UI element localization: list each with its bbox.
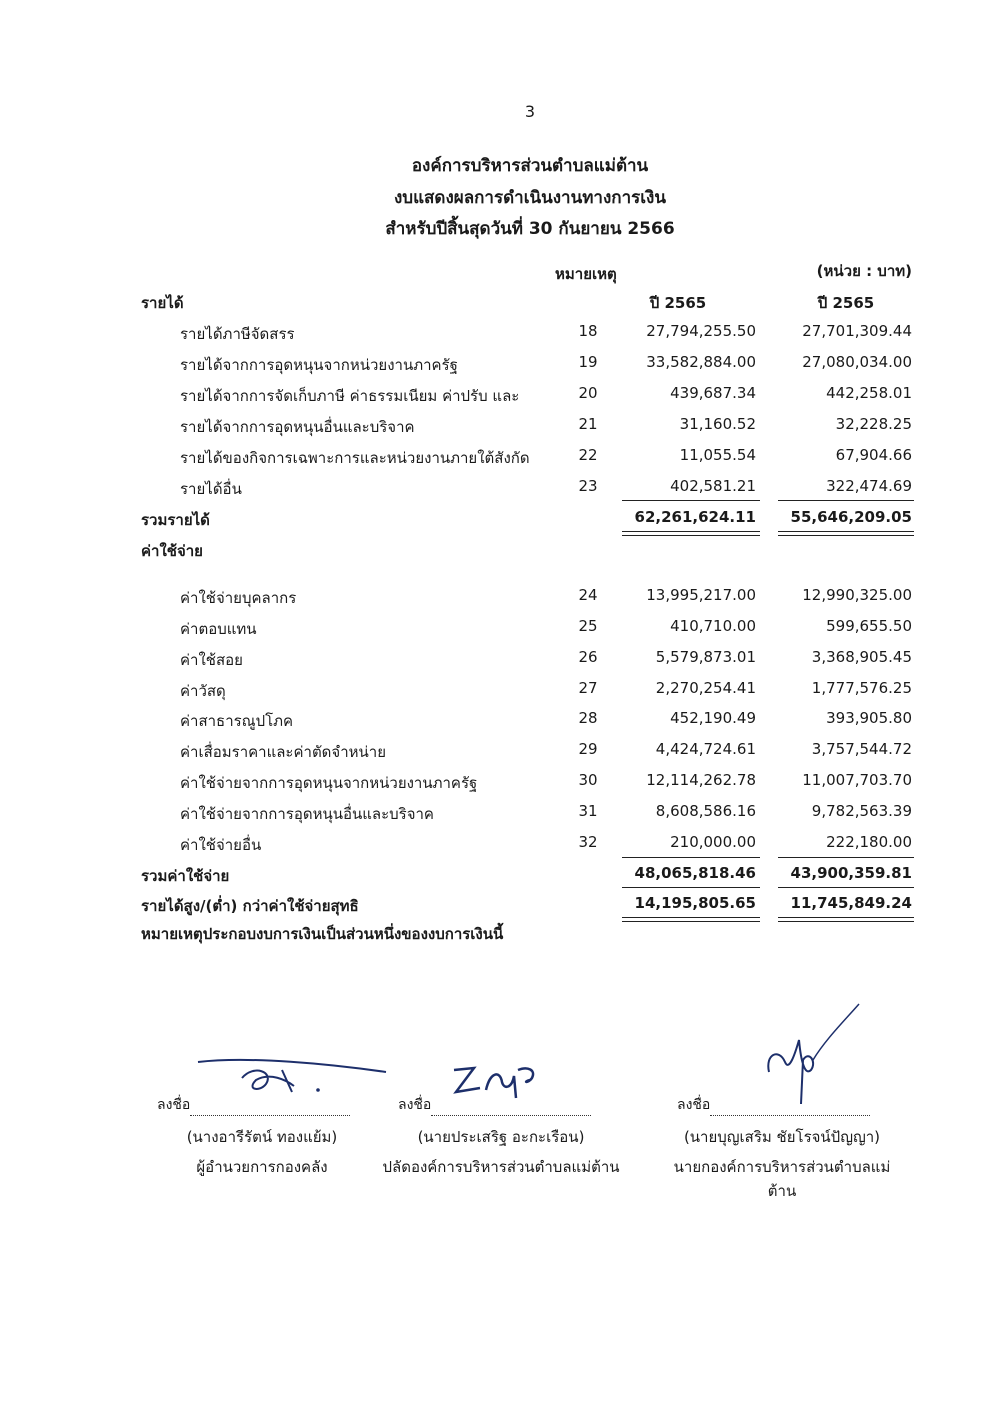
- table-row: [0, 384, 1000, 415]
- row-value-year-2: 3,757,544.72: [811, 740, 912, 758]
- expense-section-heading: [0, 539, 1000, 570]
- table-row: [0, 771, 1000, 802]
- table-row: [0, 617, 1000, 648]
- row-value-year-1: 5,579,873.01: [655, 648, 756, 666]
- net-result-year-1: 14,195,805.65: [634, 894, 756, 912]
- total-double-rule: [622, 917, 760, 922]
- period-title: สำหรับปีสิ้นสุดวันที่ 30 กันยายน 2566: [385, 219, 675, 239]
- row-label: ค่าใช้สอย: [180, 651, 243, 669]
- table-row: [0, 477, 1000, 508]
- revenue-total-year-1: 62,261,624.11: [634, 508, 756, 526]
- row-note: 32: [578, 833, 598, 851]
- total-double-rule: [622, 531, 760, 536]
- row-value-year-1: 2,270,254.41: [655, 679, 756, 697]
- unit-label: (หน่วย : บาท): [816, 262, 912, 280]
- sign-line-2: [398, 1094, 591, 1116]
- row-label: ค่าใช้จ่ายจากการอุดหนุนอื่นและบริจาค: [180, 805, 434, 823]
- row-value-year-1: 12,114,262.78: [646, 771, 756, 789]
- row-value-year-1: 439,687.34: [670, 384, 756, 402]
- sign-dots: [710, 1101, 870, 1116]
- signatory-name-1: (นางอารีรัตน์ ทองแย้ม): [186, 1128, 338, 1146]
- expense-total-year-2: 43,900,359.81: [790, 864, 912, 882]
- row-value-year-2: 442,258.01: [826, 384, 912, 402]
- row-value-year-2: 27,701,309.44: [802, 322, 912, 340]
- signatory-name-2: (นายประเสริฐ อะกะเรือน): [417, 1128, 585, 1146]
- row-note: 21: [578, 415, 598, 433]
- net-result-label: รายได้สูง/(ต่ำ) กว่าค่าใช้จ่ายสุทธิ: [141, 897, 359, 915]
- row-value-year-2: 67,904.66: [835, 446, 912, 464]
- row-label: รายได้จากการอุดหนุนอื่นและบริจาค: [180, 418, 415, 436]
- row-label: ค่าวัสดุ: [180, 682, 226, 700]
- year-column-1: ปี 2565: [649, 294, 707, 312]
- row-note: 22: [578, 446, 598, 464]
- expense-total-row: [0, 864, 1000, 895]
- expense-title: ค่าใช้จ่าย: [141, 542, 203, 560]
- row-note: 31: [578, 802, 598, 820]
- row-value-year-1: 27,794,255.50: [646, 322, 756, 340]
- row-value-year-1: 452,190.49: [670, 709, 756, 727]
- signatory-position-3: นายกองค์การบริหารส่วนตำบลแม่ต้าน: [673, 1158, 891, 1200]
- row-value-year-1: 410,710.00: [670, 617, 756, 635]
- subtotal-rule: [778, 857, 914, 858]
- row-label: รายได้จากการอุดหนุนจากหน่วยงานภาครัฐ: [180, 356, 458, 374]
- row-value-year-2: 11,007,703.70: [802, 771, 912, 789]
- table-row: [0, 322, 1000, 353]
- table-row: [0, 446, 1000, 477]
- row-value-year-1: 31,160.52: [679, 415, 756, 433]
- net-result-year-2: 11,745,849.24: [790, 894, 912, 912]
- row-note: 28: [578, 709, 598, 727]
- table-row: [0, 586, 1000, 617]
- row-label: รายได้ภาษีจัดสรร: [180, 325, 295, 343]
- row-note: 24: [578, 586, 598, 604]
- revenue-section-heading: [0, 291, 1000, 322]
- table-row: [0, 802, 1000, 833]
- row-label: ค่าใช้จ่ายอื่น: [180, 836, 262, 854]
- sign-dots: [431, 1101, 591, 1116]
- row-note: 26: [578, 648, 598, 666]
- row-note: 20: [578, 384, 598, 402]
- footer-note: หมายเหตุประกอบงบการเงินเป็นส่วนหนึ่งของงบการเงินนี้: [141, 925, 504, 943]
- row-value-year-2: 393,905.80: [826, 709, 912, 727]
- sign-label: ลงชื่อ: [398, 1097, 432, 1113]
- row-value-year-1: 11,055.54: [679, 446, 756, 464]
- expense-total-label: รวมค่าใช้จ่าย: [141, 867, 230, 885]
- row-value-year-1: 4,424,724.61: [655, 740, 756, 758]
- row-label: รายได้จากการจัดเก็บภาษี ค่าธรรมเนียม ค่าปรับ และ: [180, 387, 520, 405]
- organization-title: องค์การบริหารส่วนตำบลแม่ต้าน: [411, 156, 649, 176]
- table-row: [0, 648, 1000, 679]
- table-row: [0, 679, 1000, 710]
- subtotal-rule: [778, 500, 914, 501]
- row-label: ค่าใช้จ่ายจากการอุดหนุนจากหน่วยงานภาครัฐ: [180, 774, 478, 792]
- year-column-2: ปี 2565: [817, 294, 875, 312]
- note-column-header: หมายเหตุ: [555, 265, 617, 283]
- row-value-year-2: 9,782,563.39: [811, 802, 912, 820]
- row-note: 30: [578, 771, 598, 789]
- table-row: [0, 740, 1000, 771]
- row-label: รายได้ของกิจการเฉพาะการและหน่วยงานภายใต้สังกัด: [180, 449, 530, 467]
- total-double-rule: [778, 917, 914, 922]
- row-note: 29: [578, 740, 598, 758]
- row-value-year-2: 1,777,576.25: [811, 679, 912, 697]
- row-value-year-2: 32,228.25: [835, 415, 912, 433]
- row-value-year-2: 222,180.00: [826, 833, 912, 851]
- statement-title: งบแสดงผลการดำเนินงานทางการเงิน: [394, 188, 666, 208]
- row-note: 27: [578, 679, 598, 697]
- row-value-year-1: 402,581.21: [670, 477, 756, 495]
- subtotal-rule: [778, 887, 914, 888]
- row-note: 18: [578, 322, 598, 340]
- revenue-title: รายได้: [141, 294, 184, 312]
- row-label: รายได้อื่น: [180, 480, 242, 498]
- row-label: ค่าสาธารณูปโภค: [180, 712, 294, 730]
- revenue-total-label: รวมรายได้: [141, 511, 210, 529]
- row-note: 23: [578, 477, 598, 495]
- row-value-year-2: 12,990,325.00: [802, 586, 912, 604]
- row-label: ค่าใช้จ่ายบุคลากร: [180, 589, 297, 607]
- row-value-year-2: 599,655.50: [826, 617, 912, 635]
- row-note: 25: [578, 617, 598, 635]
- sign-label: ลงชื่อ: [157, 1097, 191, 1113]
- row-label: ค่าตอบแทน: [180, 620, 257, 638]
- subtotal-rule: [622, 857, 760, 858]
- signatory-name-3: (นายบุญเสริม ชัยโรจน์ปัญญา): [683, 1128, 881, 1146]
- row-note: 19: [578, 353, 598, 371]
- row-value-year-2: 27,080,034.00: [802, 353, 912, 371]
- signatory-position-1: ผู้อำนวยการกองคลัง: [196, 1158, 328, 1176]
- sign-line-3: [677, 1094, 870, 1116]
- row-label: ค่าเสื่อมราคาและค่าตัดจำหน่าย: [180, 743, 386, 761]
- revenue-total-year-2: 55,646,209.05: [790, 508, 912, 526]
- subtotal-rule: [622, 500, 760, 501]
- signatory-position-2: ปลัดองค์การบริหารส่วนตำบลแม่ต้าน: [382, 1158, 620, 1176]
- sign-label: ลงชื่อ: [677, 1097, 711, 1113]
- row-value-year-1: 33,582,884.00: [646, 353, 756, 371]
- table-row: [0, 415, 1000, 446]
- row-value-year-2: 3,368,905.45: [811, 648, 912, 666]
- expense-total-year-1: 48,065,818.46: [634, 864, 756, 882]
- table-row: [0, 353, 1000, 384]
- row-value-year-1: 8,608,586.16: [655, 802, 756, 820]
- page-number: 3: [524, 102, 536, 121]
- table-row: [0, 709, 1000, 740]
- total-double-rule: [778, 531, 914, 536]
- row-value-year-2: 322,474.69: [826, 477, 912, 495]
- sign-dots: [190, 1101, 350, 1116]
- row-value-year-1: 210,000.00: [670, 833, 756, 851]
- sign-line-1: [157, 1094, 350, 1116]
- table-row: [0, 833, 1000, 864]
- row-value-year-1: 13,995,217.00: [646, 586, 756, 604]
- subtotal-rule: [622, 887, 760, 888]
